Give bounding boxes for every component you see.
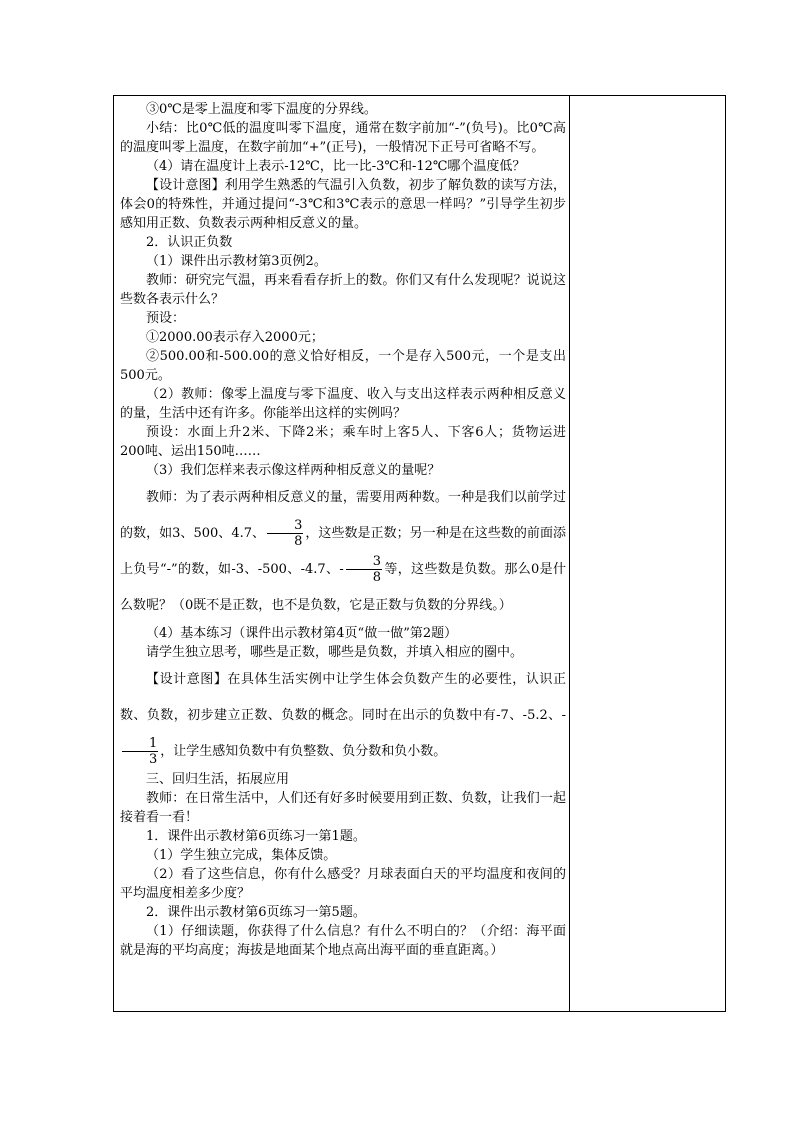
fraction-denominator: 8 (372, 570, 382, 585)
paragraph: （4）基本练习（课件出示教材第4页“做一做”第2题） (146, 626, 458, 641)
paragraph: （2）看了这些信息，你有什么感受？月球表面白天的平均温度和夜间的平均温度相差多少度？ (120, 867, 566, 901)
fraction (346, 554, 382, 585)
text-segment: 【设计意图】在具体生活实例中让学生体会负数产生的必要性，认识正数、负数，初步建立正数、负数的概念。同时在出示的负数中有-7、-5.2、- (120, 672, 566, 723)
paragraph: 预设： (146, 311, 186, 326)
paragraph: （1）课件出示教材第3页例2。 (146, 254, 327, 269)
paragraph: （1）仔细读题，你获得了什么信息？有什么不明白的？（介绍：海平面就是海的平均高度；海拔是地面某个地点高出海平面的垂直距离。） (120, 924, 566, 958)
paragraph-with-fractions (120, 480, 566, 624)
paragraph: 2．课件出示教材第6页练习一第5题。 (146, 905, 366, 920)
paragraph: 预设：水面上升2米、下降2米；乘车时上客5人、下客6人；货物运进200吨、运出150吨…… (120, 425, 566, 459)
paragraph: （3）我们怎样来表示像这样两种相反意义的量呢？ (146, 463, 441, 478)
paragraph: 小结：比0℃低的温度叫零下温度，通常在数字前加“-”(负号)。比0℃高的温度叫零上温度，在数字前加“+”(正号)，一般情况下正号可省略不写。 (120, 121, 566, 155)
paragraph: ③0℃是零上温度和零下温度的分界线。 (146, 102, 377, 117)
section-heading: 2．认识正负数 (146, 235, 233, 250)
fraction-numerator: 3 (346, 554, 382, 570)
paragraph: （4）请在温度计上表示-12℃，比一比-3℃和-12℃哪个温度低？ (146, 159, 526, 174)
section-heading: 三、回归生活，拓展应用 (146, 772, 290, 787)
paragraph: 1．课件出示教材第6页练习一第1题。 (146, 829, 366, 844)
fraction-numerator: 3 (267, 518, 303, 534)
notes-column (570, 96, 725, 1011)
text-segment: ，让学生感知负数中有负整数、负分数和负小数。 (160, 744, 447, 759)
paragraph: （2）教师：像零上温度与零下温度、收入与支出这样表示两种相反意义的量，生活中还有许多。你能举出这样的实例吗？ (120, 387, 566, 421)
text-segment: ，这些数是正数；另一种是在这些数的前面添上负号“-”的数，如-3、-500、-4.7、- (120, 526, 566, 577)
lesson-table (113, 95, 726, 1012)
paragraph: ①2000.00表示存入2000元； (146, 330, 324, 345)
paragraph: 【设计意图】利用学生熟悉的气温引入负数，初步了解负数的读写方法，体会0的特殊性，并通过提问“-3℃和3℃表示的意思一样吗？”引导学生初步感知用正数、负数表示两种相反意义的量。 (120, 178, 566, 231)
paragraph: ②500.00和-500.00的意义恰好相反，一个是存入500元，一个是支出500元。 (120, 349, 566, 383)
text-segment: 等，这些数是负数。那么0是什么数呢？（0既不是正数，也不是负数，它是正数与负数的分界线。） (120, 562, 566, 613)
fraction (122, 736, 158, 767)
fraction (267, 518, 303, 549)
fraction-numerator: 1 (122, 736, 158, 752)
paragraph: 教师：在日常生活中，人们还有好多时候要用到正数、负数，让我们一起接着看一看！ (120, 791, 566, 825)
paragraph: 教师：研究完气温，再来看看存折上的数。你们又有什么发现呢？说说这些数各表示什么？ (120, 273, 566, 307)
paragraph: 请学生独立思考，哪些是正数，哪些是负数，并填入相应的圈中。 (146, 645, 524, 660)
lesson-content (120, 100, 566, 960)
text-segment: 教师：为了表示两种相反意义的量，需要用两种数。一种是我们以前学过的数，如3、500、4.7、 (120, 490, 566, 541)
fraction-denominator: 8 (294, 534, 303, 549)
paragraph: （1）学生独立完成，集体反馈。 (146, 848, 337, 863)
paragraph-with-fractions (120, 662, 566, 770)
fraction-denominator: 3 (149, 752, 158, 767)
